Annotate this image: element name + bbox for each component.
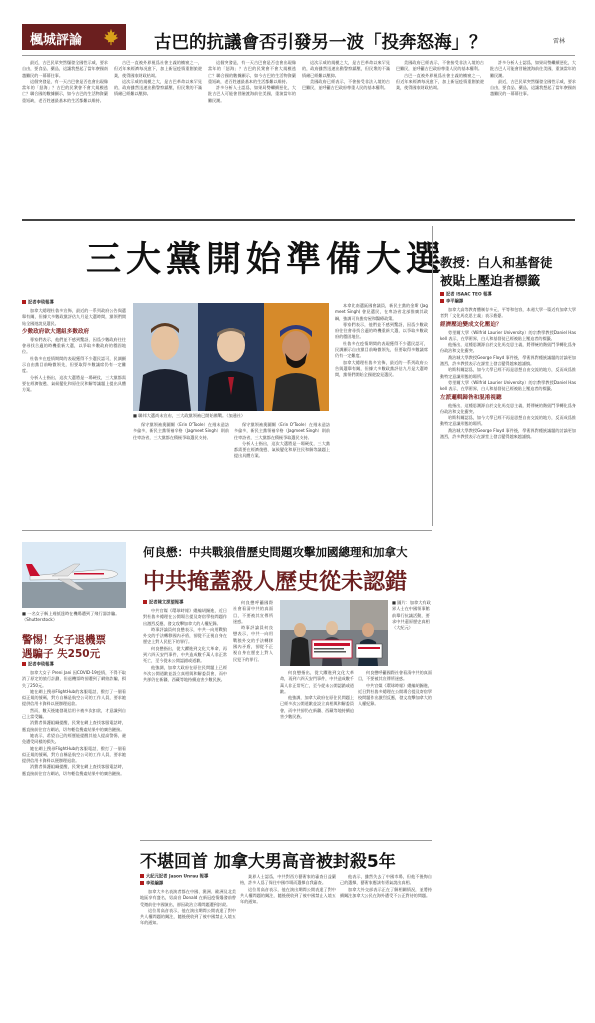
election-photo bbox=[133, 303, 329, 411]
section-tag-label: 楓城評論 bbox=[30, 33, 83, 48]
section-divider bbox=[22, 219, 575, 221]
opinion-col-2: 古巴一直被外界視爲社會主義的櫥窗之一，但近年來經濟每况愈下，加上新冠疫情重創旅遊業，使得國家財政枯竭。 這次示威的規模之大，是古巴革命以來罕見的，政府雖然迅速出動警察鎮壓，但民衆的不滿情緒已經難以壓抑。 bbox=[114, 60, 202, 97]
election-col-4: 本拿比南選區國會議員，新民主黨的金斯 (Jagmeet Singh) 會見選民，在卑詩省北部推廣其政綱，強調可負擔房屋和醫療政策。 專家們表示，他們並不感到驚訝，因爲少數政府往往會尋找合適的時機重新大選，以爭取多數政府的穩固地位。 杜魯多在疫情期間的表現獲得不少選民認可，民調顯示自由黨目前略微領先，但要取得多數議席仍有一定難度。 加拿大總理杜魯多宣佈，最近的一系列政府公告與選舉有關，但據大多數政黨評估九月是大選時間，黨領們開始全國遊說見選民。 bbox=[335, 303, 428, 378]
tenor-sub-byline: 李琰編譯 bbox=[140, 881, 236, 888]
protest-photo-art bbox=[280, 600, 388, 666]
election-col-3: 保守黨領袖奧圖爾（Erin O'Toole）在週末造訪多倫多，新民主黨領袖辛格（Jagmeet Singh）則前往卑詩省，三大黨都在積極爭取選民支持。 分析人士指出，這次大選將是一場硬仗，三大黨都需要在經濟復甦、氣候變化和原住民和解等議題上提出具體方案。 bbox=[234, 422, 330, 459]
professor-byline: 記者 ISAAC TEO 報導 bbox=[440, 292, 576, 299]
election-col-1: 加拿大總理杜魯多宣佈，最近的一系列政府公告與選舉有關，但據大多數政黨評估九月是大選時間，黨領們開始全國遊說見選民。 少數政府欲大選組多數政府 專家們表示，他們並不感到驚訝，因爲少數政府往往會尋找合適的時機重新大選，以爭取多數政府的穩固地位。 杜魯多在疫情期間的表現獲得不少選民認可，民調顯示自由黨目前略微領先，但要取得多數議席仍有一定難度。 分析人士指出，這次大選將是一場硬仗，三大黨都需要在經濟復甦、氣候變化和原住民和解等議題上提出具體方案。 bbox=[22, 308, 126, 393]
tenor-byline: 大紀元記者 Jason Unrau 報導 bbox=[140, 874, 236, 881]
travel-headline-1: 警惕！女子退機票 bbox=[22, 634, 106, 646]
ccp-small-headline: 何良懋：中共戰狼借歷史問題攻擊加國總理和加拿大 bbox=[143, 545, 408, 559]
tenor-col-1: 加拿大多名表演者都在中國、澳洲、歐洲及北美地區享有盛名，男高音 Donald 在新冠疫情爆發前曾受邀前往中國演出，卻因政治立場問題遭到封殺。 這位男高音表示，他在演出期間公開表達了對中共人權問題的關注，隨後便收到了被中國禁止入境五年的通知。 bbox=[140, 889, 236, 926]
professor-headline-1: 教授：白人和基督徒 bbox=[440, 255, 553, 270]
opinion-author: 雷林 bbox=[553, 38, 566, 45]
ccp-byline: 記者陳文探望報導 bbox=[143, 600, 227, 607]
protest-photo-caption: ■ 圖片：加拿大有政界人士在中國領事館前舉行抗議活動，要求中共還原歷史真相（大紀元） bbox=[392, 600, 431, 631]
tenor-col-2: 業界人士認爲，中共對西方藝術家的審查日益嚴格，許多人爲了保住中國市場而選擇自我審查。 這位男高音表示，他在演出期間公開表達了對中共人權問題的關注，隨後便收到了被中國禁止入境五年的通知。 bbox=[240, 874, 336, 905]
tenor-headline: 不堪回首 加拿大男高音被封殺5年 bbox=[140, 852, 396, 872]
maple-leaf-icon bbox=[102, 28, 120, 46]
election-photo-caption: ■ 聯邦大選尚未宣布，三大政黨領袖已開始備戰。（加通社） bbox=[133, 413, 246, 418]
opinion-col-1: 最近，古巴民眾突然爆發全國性示威，要求自由，要食品、藥品，這讓我想起了當年寮國南越難民的一幕幕往事。 這個突發是，有一天古巴會是否也會出現像當年的「怒海」？古巴的民衆會不會大規模逃亡？聯合國的數據顯示，如今古巴的生活物資嚴重短缺，老百姓連最基本的生活都難以維持。 bbox=[22, 60, 108, 103]
professor-headline-2: 被貼上壓迫者標籤 bbox=[440, 273, 541, 288]
opinion-col-3: 這個突發是，有一天古巴會是否也會出現像當年的「怒海」？古巴的民衆會不會大規模逃亡？聯合國的數據顯示，如今古巴的生活物資嚴重短缺，老百姓連最基本的生活都難以維持。 許多分析人士認爲，如果局勢繼續惡化，大批古巴人可能會冒險渡海前往美國，重演當年的難民潮。 bbox=[208, 60, 296, 103]
ccp-large-headline: 中共掩蓋殺人歷史從未認錯 bbox=[143, 570, 408, 595]
travel-col: 加拿大女子 Preni Jani 因COVID-19疫情，不得不取消了原定的旅行計劃，但退機票時卻遭到了網絡詐騙，損失了250元。 她在網上搜尋FlightHub的客服電話，撥打了一個看似正規的號碼，對方自稱是航空公司的工作人員，要求她提供信用卡資料以便辦理退款。 然而，數天後她發現信用卡被多次扣款，才意識到自己上當受騙。 消費者保護組織提醒，民衆在網上查找客服電話時，應直接前往官方網站，切勿輕信搜索結果中的廣告鏈接。 她表示，希望自己的經歷能提醒其他人提高警惕，避免遭受同樣的損失。 她在網上搜尋FlightHub的客服電話，撥打了一個看似正規的號碼，對方自稱是航空公司的工作人員，要求她提供信用卡資料以便辦理退款。 消費者保護組織提醒，民衆在網上查找客服電話時，應直接前往官方網站，切勿輕信搜索結果中的廣告鏈接。 bbox=[22, 670, 126, 776]
election-headline: 三大黨開始準備大選 bbox=[86, 240, 447, 280]
opinion-rule bbox=[22, 55, 575, 56]
tenor-col-3: 他表示，雖然失去了中國市場，但他不後悔自己的選擇，藝術家應該有勇氣說出真相。 加拿大外交部表示正在了解相關情況，並將持續關注加拿大公民在海外遭受不公正對待的問題。 bbox=[340, 874, 432, 898]
section-tag bbox=[22, 24, 126, 50]
professor-col: 加拿大高等教育體制存多元、平等和包容，本週大學一篇近有加拿大學者對「文化馬克思主義」表示擔憂。 經濟壓迫變成文化壓迫？ 勞里爾大學（Wilfrid Laurier University）的宗教學教授Daniel Haskell 表示，在學術界，白人和基督徒已經被貼上壓迫者的標籤。 他指出，這種思潮源自於文化馬克思主義，將傳統的階級鬥爭轉化爲身份政治和文化衝突。 喬治城大學教授George Floyd 事件後，學術界對種族議題的討論更加激烈，許多教授表示在課堂上發言變得越來越謹慎。 哈斯科爾認爲，如今大學已經不再是思想自由交流的地方，反而成爲推動特定意識形態的場所。 勞里爾大學（Wilfrid Laurier University）的宗教學教授Daniel Haskell 表示，在學術界，白人和基督徒已經被貼上壓迫者的標籤。 左派邏輯歸咎和混淆視聽 他指出，這種思潮源自於文化馬克思主義，將傳統的階級鬥爭轉化爲身份政治和文化衝突。 哈斯科爾認爲，如今大學已經不再是思想自由交流的地方，反而成爲推動特定意識形態的場所。 喬治城大學教授George Floyd 事件後，學術界對種族議題的討論更加激烈，許多教授表示在課堂上發言變得越來越謹慎。 bbox=[440, 307, 576, 440]
election-photo-art bbox=[133, 303, 329, 411]
ccp-col-4: 何良懋呼籲國際社會看清中共的真面目，不要被其宣傳所迷惑。 中共官媒《環球時報》總編胡錫進，近日對杜魯多總理在公開場合提及寄宿學校問題作出激烈反應，發文攻擊加拿大的人權紀錄。 bbox=[358, 670, 432, 707]
protest-photo bbox=[280, 600, 388, 666]
ccp-col-3: 何良懋指出，從大躍進到文化大革命，再到六四天安門事件，中共造成數千萬人非正常死亡，至今從未公開認錯或道歉。 他強調，加拿大政府在原住民問題上已經多次公開道歉並設立真相與和解委員會，而中共卻仍在新疆、西藏等地持續迫害少數民族。 bbox=[280, 670, 354, 720]
opinion-col-5: 美國政府已經表示，不會接受非法入境的古巴難民，並呼籲古巴政府尊重人民的基本權利。 古巴一直被外界視爲社會主義的櫥窗之一，但近年來經濟每况愈下，加上新冠疫情重創旅遊業，使得國家財政枯竭。 bbox=[396, 60, 484, 91]
lower-divider bbox=[140, 840, 432, 841]
travel-headline-2: 遇騙子 失250元 bbox=[22, 648, 101, 660]
travel-byline: 記者李琰報導 bbox=[22, 662, 126, 669]
election-col-2: 保守黨領袖奧圖爾（Erin O'Toole）在週末造訪多倫多，新民主黨領袖辛格（Jagmeet Singh）則前往卑詩省，三大黨都在積極爭取選民支持。 bbox=[133, 422, 229, 440]
opinion-col-4: 這次示威的規模之大，是古巴革命以來罕見的，政府雖然迅速出動警察鎮壓，但民衆的不滿情緒已經難以壓抑。 美國政府已經表示，不會接受非法入境的古巴難民，並呼籲古巴政府尊重人民的基本權利。 bbox=[302, 60, 390, 91]
right-column-rule bbox=[432, 226, 433, 526]
election-byline: 記者李琰報導 bbox=[22, 300, 126, 307]
ccp-col-1: 中共官媒《環球時報》總編胡錫進，近日對杜魯多總理在公開場合提及寄宿學校問題作出激烈反應，發文攻擊加拿大的人權紀錄。 時事評論員何良懋表示，中共一向用戰狼外交的手法轉移國內矛盾，卻從不正視自身在歷史上對人民犯下的罪行。 何良懋指出，從大躍進到文化大革命，再到六四天安門事件，中共造成數千萬人非正常死亡，至今從未公開認錯或道歉。 他強調，加拿大政府在原住民問題上已經多次公開道歉並設立真相與和解委員會，而中共卻仍在新疆、西藏等地持續迫害少數民族。 bbox=[143, 608, 227, 683]
opinion-headline: 古巴的抗議會否引發另一波「投奔怒海」？ bbox=[154, 33, 487, 53]
travel-photo bbox=[22, 542, 126, 608]
professor-sub-byline: 李平編譯 bbox=[440, 299, 576, 306]
travel-photo-caption: ■ 一名女子稱上週抵達時在機場遭到了飛行器詐騙。（Shutterstock） bbox=[22, 611, 120, 623]
opinion-col-6: 許多分析人士認爲，如果局勢繼續惡化，大批古巴人可能會冒險渡海前往美國，重演當年的難民潮。 最近，古巴民眾突然爆發全國性示威，要求自由，要食品、藥品，這讓我想起了當年寮國南越難民的一幕幕往事。 bbox=[490, 60, 576, 97]
mid-divider bbox=[22, 530, 432, 531]
opinion-section bbox=[0, 0, 595, 218]
ccp-col-2: 何良懋呼籲國際社會看清中共的真面目，不要被其宣傳所迷惑。 時事評論員何良懋表示，中共一向用戰狼外交的手法轉移國內矛盾，卻從不正視自身在歷史上對人民犯下的罪行。 bbox=[233, 600, 273, 662]
airplane-icon bbox=[22, 542, 126, 608]
